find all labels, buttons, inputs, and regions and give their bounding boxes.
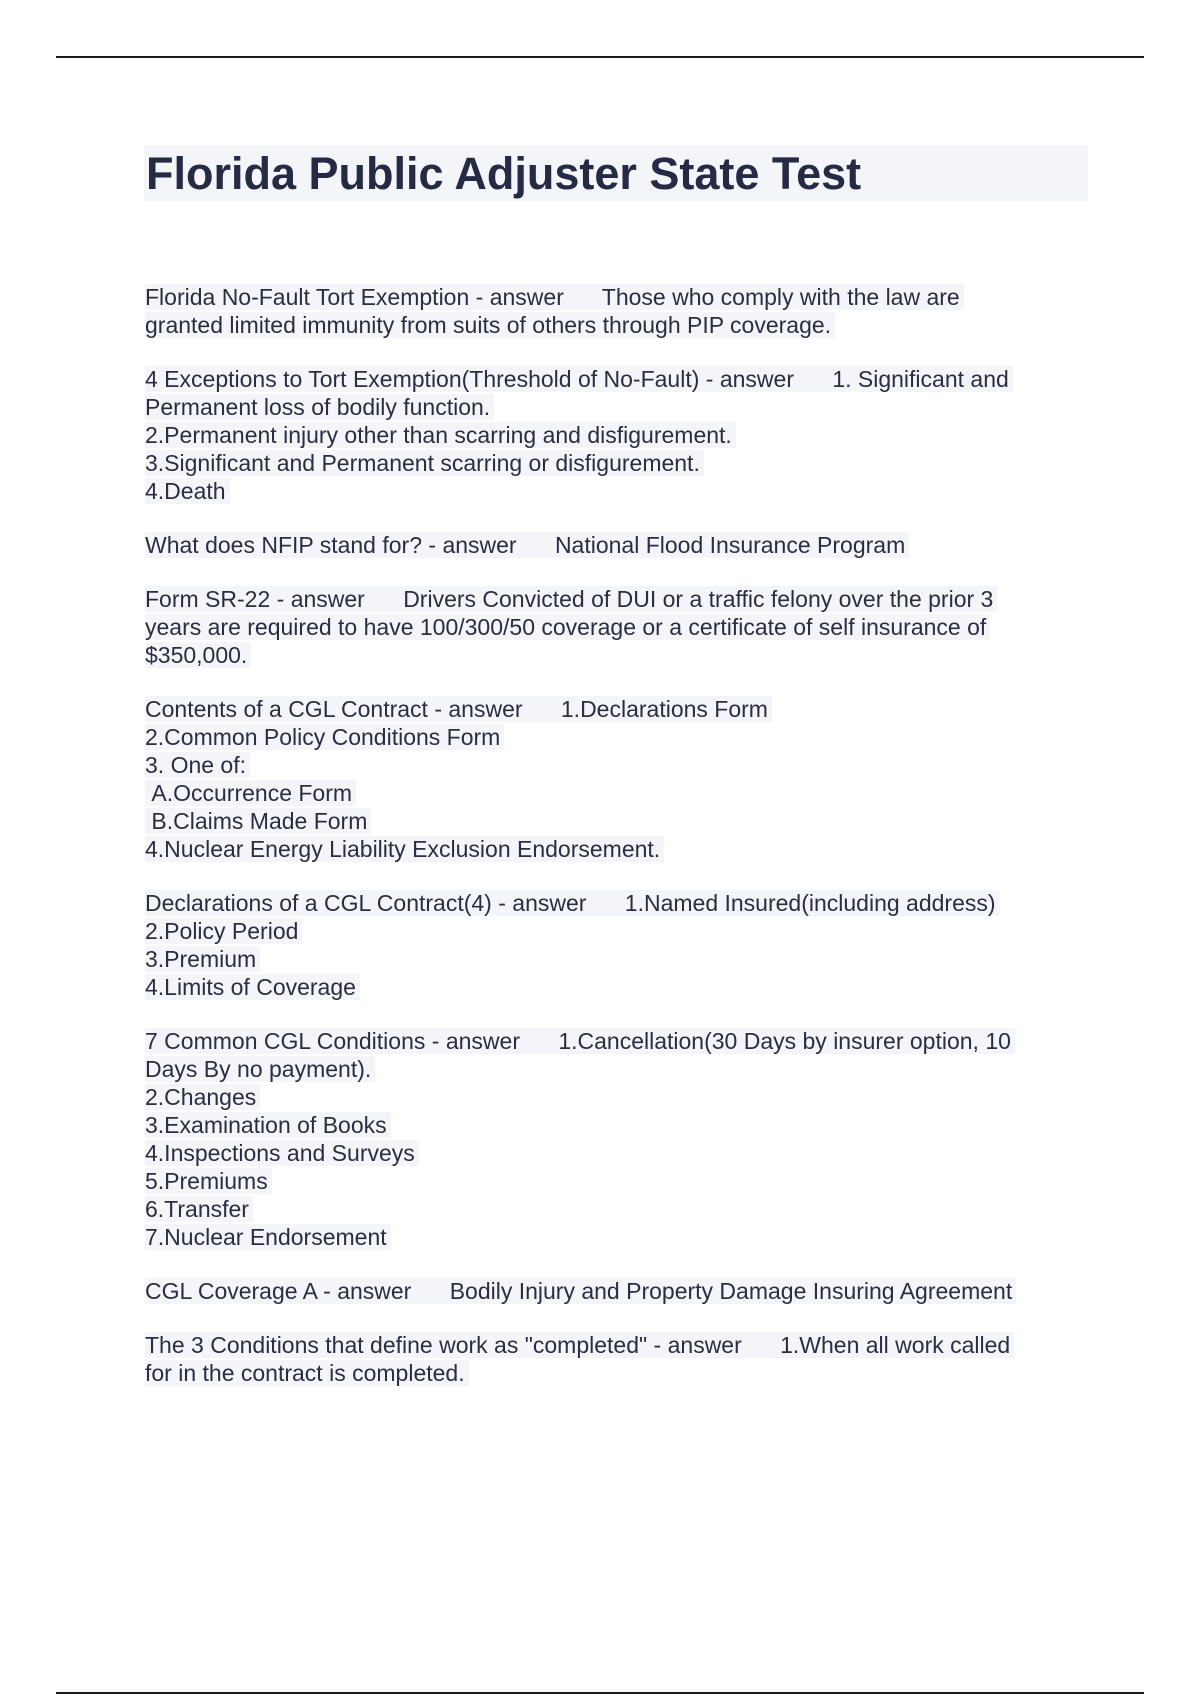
answer-separator: - answer	[469, 284, 602, 310]
answer-line-text: A.Occurrence Form	[145, 780, 356, 806]
qa-highlight	[145, 1028, 1015, 1054]
answer-line-text: 2.Policy Period	[145, 918, 302, 944]
title-block	[144, 145, 1088, 201]
answer-separator: - answer	[316, 1278, 450, 1304]
qa-first-line	[145, 695, 1065, 723]
answer-line	[145, 751, 1065, 779]
answer-line-text: 4.Death	[145, 478, 230, 504]
answer-text: 1. Significant and	[832, 366, 1009, 392]
answer-line-text: B.Claims Made Form	[145, 808, 371, 834]
answer-separator: - answer	[699, 366, 833, 392]
answer-separator: - answer	[647, 1332, 781, 1358]
answer-text: 1.When all work called	[780, 1332, 1011, 1358]
qa-highlight	[145, 696, 772, 722]
answer-text: Those who comply with the law are	[601, 284, 960, 310]
page-title: Florida Public Adjuster State Test	[146, 148, 862, 199]
answer-separator: - answer	[427, 696, 561, 722]
qa-highlight	[145, 586, 997, 612]
answer-line-text: 3.Premium	[145, 946, 260, 972]
qa-highlight	[145, 1278, 1016, 1304]
qa-item	[145, 531, 1065, 559]
answer-line-text: 2.Changes	[145, 1084, 260, 1110]
answer-line	[145, 613, 1065, 641]
qa-first-line	[145, 889, 1065, 917]
answer-line	[145, 1167, 1065, 1195]
answer-text: National Flood Insurance Program	[554, 532, 906, 558]
answer-line	[145, 807, 1065, 835]
question-text: The 3 Conditions that define work as "completed"	[145, 1332, 648, 1358]
qa-item	[145, 1331, 1065, 1387]
answer-line-text: 4.Limits of Coverage	[145, 974, 360, 1000]
answer-line-text: 3.Examination of Books	[145, 1112, 391, 1138]
answer-separator: - answer	[270, 586, 404, 612]
answer-line	[145, 449, 1065, 477]
answer-text: 1.Declarations Form	[560, 696, 768, 722]
answer-separator: - answer	[422, 532, 555, 558]
answer-separator: - answer	[491, 890, 625, 916]
answer-line	[145, 779, 1065, 807]
answer-line-text: years are required to have 100/300/50 coverage or a certificate of self insurance of	[145, 614, 990, 640]
question-text: Declarations of a CGL Contract(4)	[145, 890, 492, 916]
answer-line-text: 6.Transfer	[145, 1196, 253, 1222]
qa-first-line	[145, 365, 1065, 393]
answer-line	[145, 973, 1065, 1001]
answer-line	[145, 835, 1065, 863]
qa-item	[145, 365, 1065, 505]
answer-line	[145, 1195, 1065, 1223]
answer-line-text: for in the contract is completed.	[145, 1360, 469, 1386]
answer-line-text: 5.Premiums	[145, 1168, 272, 1194]
question-text: 4 Exceptions to Tort Exemption(Threshold of No-Fault)	[145, 366, 700, 392]
answer-line	[145, 641, 1065, 669]
answer-line-text: 2.Common Policy Conditions Form	[145, 724, 504, 750]
answer-text: Drivers Convicted of DUI or a traffic felony over the prior 3	[403, 586, 994, 612]
qa-item	[145, 283, 1065, 339]
answer-line-text: $350,000.	[145, 642, 251, 668]
answer-line	[145, 917, 1065, 945]
qa-item	[145, 1027, 1065, 1251]
qa-first-line	[145, 585, 1065, 613]
qa-first-line	[145, 531, 1065, 559]
question-text: 7 Common CGL Conditions	[145, 1028, 426, 1054]
answer-line-text: granted limited immunity from suits of others through PIP coverage.	[145, 312, 835, 338]
top-rule	[56, 56, 1144, 58]
qa-highlight	[145, 532, 909, 558]
qa-highlight	[145, 366, 1013, 392]
bottom-rule	[56, 1692, 1144, 1694]
qa-item	[145, 889, 1065, 1001]
question-text: Form SR-22	[145, 586, 271, 612]
qa-highlight	[145, 890, 1000, 916]
answer-line	[145, 723, 1065, 751]
answer-line	[145, 477, 1065, 505]
answer-line	[145, 1139, 1065, 1167]
answer-line-text: 2.Permanent injury other than scarring and disfigurement.	[145, 422, 736, 448]
question-text: Florida No-Fault Tort Exemption	[145, 284, 470, 310]
answer-separator: - answer	[425, 1028, 559, 1054]
answer-line	[145, 393, 1065, 421]
answer-line-text: 3. One of:	[145, 752, 250, 778]
answer-text: Bodily Injury and Property Damage Insuring Agreement	[449, 1278, 1013, 1304]
qa-first-line	[145, 1277, 1065, 1305]
answer-text: 1.Named Insured(including address)	[624, 890, 996, 916]
answer-text: 1.Cancellation(30 Days by insurer option, 10	[558, 1028, 1011, 1054]
qa-highlight	[145, 284, 964, 310]
answer-line-text: Permanent loss of bodily function.	[145, 394, 494, 420]
question-text: Contents of a CGL Contract	[145, 696, 428, 722]
qa-first-line	[145, 1331, 1065, 1359]
qa-item	[145, 585, 1065, 669]
qa-item	[145, 1277, 1065, 1305]
qa-first-line	[145, 1027, 1065, 1055]
answer-line	[145, 945, 1065, 973]
answer-line	[145, 1223, 1065, 1251]
answer-line	[145, 1359, 1065, 1387]
qa-highlight	[145, 1332, 1014, 1358]
answer-line	[145, 1055, 1065, 1083]
question-text: What does NFIP stand for?	[145, 532, 422, 558]
answer-line	[145, 311, 1065, 339]
qa-item	[145, 695, 1065, 863]
answer-line	[145, 421, 1065, 449]
answer-line	[145, 1083, 1065, 1111]
qa-first-line	[145, 283, 1065, 311]
question-text: CGL Coverage A	[145, 1278, 317, 1304]
answer-line-text: 3.Significant and Permanent scarring or disfigurement.	[145, 450, 704, 476]
answer-line-text: 7.Nuclear Endorsement	[145, 1224, 391, 1250]
answer-line-text: 4.Inspections and Surveys	[145, 1140, 419, 1166]
answer-line-text: Days By no payment).	[145, 1056, 375, 1082]
answer-line	[145, 1111, 1065, 1139]
qa-list	[145, 283, 1065, 1413]
answer-line-text: 4.Nuclear Energy Liability Exclusion Endorsement.	[145, 836, 664, 862]
